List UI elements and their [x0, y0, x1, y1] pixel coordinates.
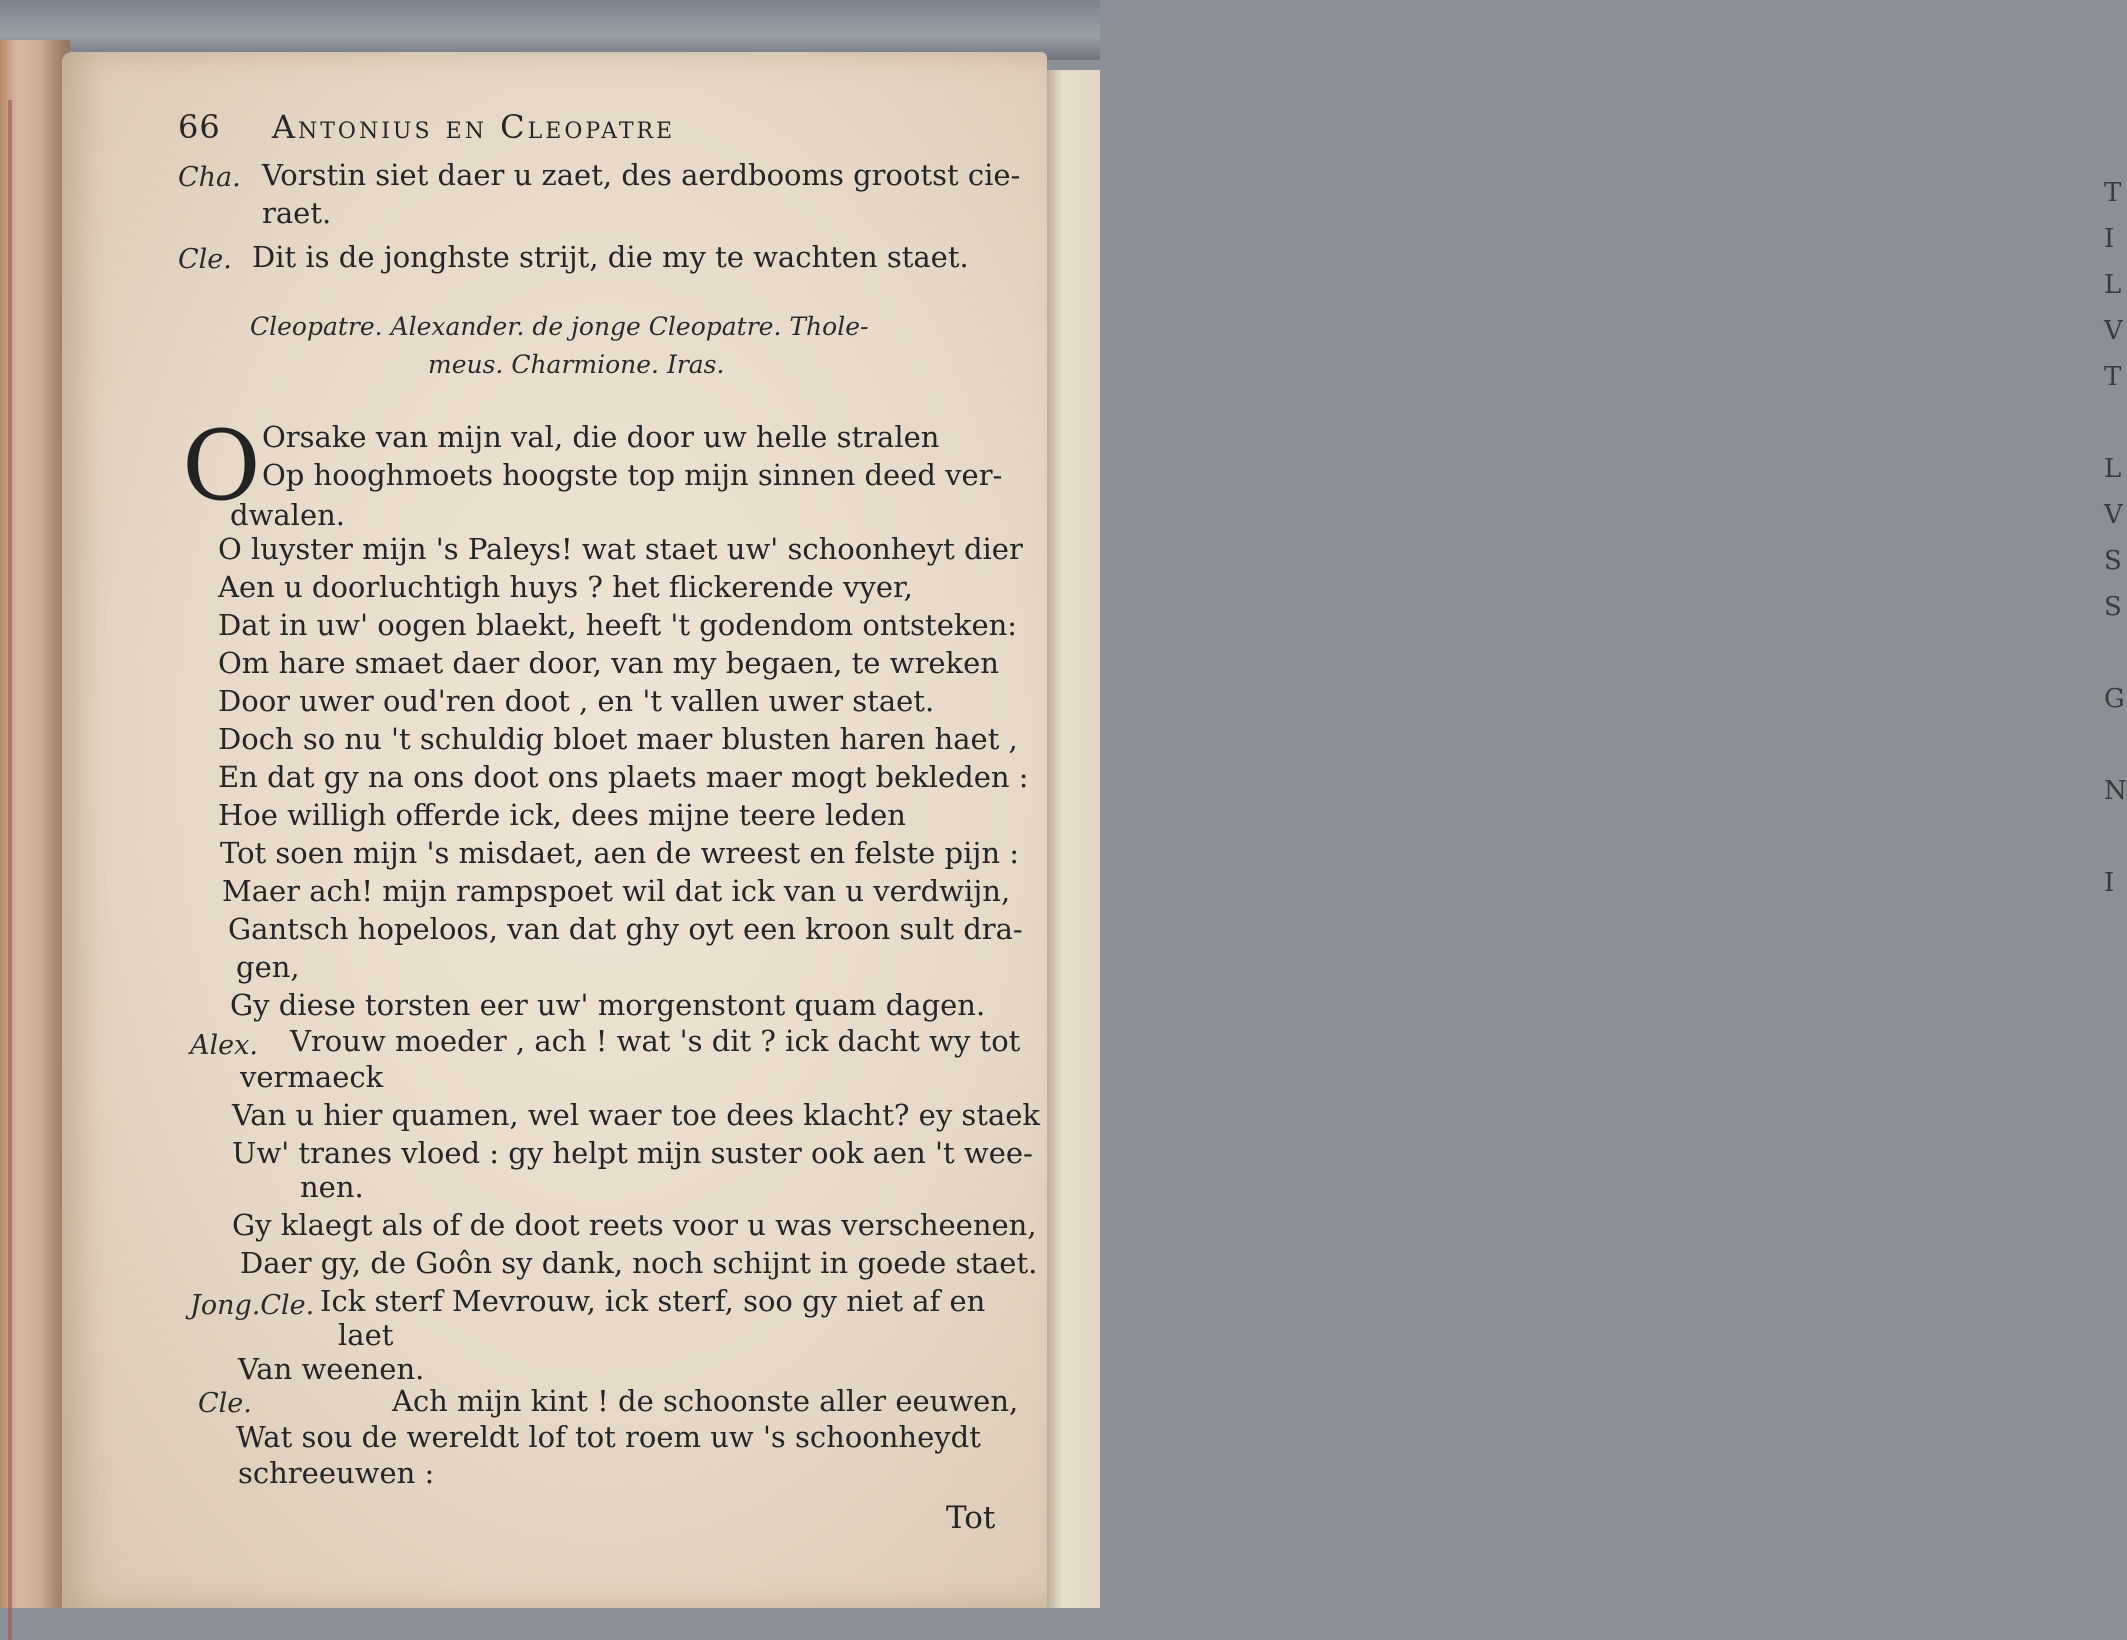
- speech-line: Orsake van mijn val, die door uw helle stralen: [262, 420, 940, 454]
- facing-page-letters: [2104, 170, 2127, 906]
- speech-line: dwalen.: [230, 498, 346, 532]
- speech-line: Gy diese torsten eer uw' morgenstont quam dagen.: [230, 988, 986, 1022]
- dialogue-line: Vorstin siet daer u zaet, des aerdbooms grootst cie-: [262, 158, 1021, 192]
- facing-page-letter: T: [2104, 362, 2122, 392]
- dialogue-line: schreeuwen :: [238, 1456, 435, 1490]
- speech-line: Doch so nu 't schuldig bloet maer blusten haren haet ,: [218, 722, 1018, 756]
- background-cloth: [0, 0, 1100, 60]
- speech-line: Maer ach! mijn rampspoet wil dat ick van u verdwijn,: [222, 874, 1011, 908]
- dialogue-line: Ach mijn kint ! de schoonste aller eeuwen,: [392, 1384, 1019, 1418]
- dialogue-line: Ick sterf Mevrouw, ick sterf, soo gy niet af en: [320, 1284, 986, 1318]
- speech-line: Gantsch hopeloos, van dat ghy oyt een kroon sult dra-: [228, 912, 1023, 946]
- speaker-jong-cle: Jong.Cle.: [190, 1290, 315, 1321]
- dialogue-line: vermaeck: [240, 1060, 384, 1094]
- facing-page-letter: S: [2104, 592, 2122, 622]
- dialogue-line: Van weenen.: [238, 1352, 425, 1386]
- dialogue-line: Wat sou de wereldt lof tot roem uw 's schoonheydt: [236, 1420, 981, 1454]
- spine-stripe: [8, 100, 12, 1640]
- speech-line: En dat gy na ons doot ons plaets maer mogt bekleden :: [218, 760, 1029, 794]
- speaker-cle: Cle.: [198, 1388, 252, 1419]
- facing-page-letter: G: [2104, 684, 2125, 714]
- facing-page-letter: I: [2104, 868, 2115, 898]
- scene-heading-line-1: Cleopatre. Alexander. de jonge Cleopatre. Thole-: [250, 312, 869, 341]
- speech-line: Door uwer oud'ren doot , en 't vallen uwer staet.: [218, 684, 935, 718]
- book-spine: [0, 40, 70, 1608]
- dialogue-line: Gy klaegt als of de doot reets voor u was verscheenen,: [232, 1208, 1037, 1242]
- dialogue-line: nen.: [300, 1170, 364, 1204]
- catchword: Tot: [946, 1500, 996, 1536]
- drop-cap: O: [182, 410, 261, 522]
- facing-page-letter: [2104, 630, 2127, 676]
- facing-page-letter: L: [2104, 454, 2122, 484]
- page-number: 66: [178, 108, 221, 146]
- speech-line: Om hare smaet daer door, van my begaen, te wreken: [218, 646, 999, 680]
- speech-line: Tot soen mijn 's misdaet, aen de wreest en felste pijn :: [220, 836, 1020, 870]
- dialogue-line: raet.: [262, 196, 332, 230]
- speech-line: Op hooghmoets hoogste top mijn sinnen deed ver-: [262, 458, 1003, 492]
- speech-line: gen,: [236, 950, 300, 984]
- dialogue-line: Uw' tranes vloed : gy helpt mijn suster ook aen 't wee-: [232, 1136, 1033, 1170]
- facing-page-letter: [2104, 814, 2127, 860]
- speaker-cha: Cha.: [178, 162, 241, 193]
- running-header: [178, 108, 675, 146]
- facing-page-letter: I: [2104, 224, 2115, 254]
- dialogue-line: Vrouw moeder , ach ! wat 's dit ? ick dacht wy tot: [290, 1024, 1021, 1058]
- speaker-cle: Cle.: [178, 244, 232, 275]
- speech-line: Hoe willigh offerde ick, dees mijne teere leden: [218, 798, 906, 832]
- facing-page-letter: [2104, 722, 2127, 768]
- dialogue-line: Van u hier quamen, wel waer toe dees klacht? ey staek: [232, 1098, 1040, 1132]
- dialogue-line: Dit is de jonghste strijt, die my te wachten staet.: [252, 240, 969, 274]
- dialogue-line: laet: [338, 1318, 394, 1352]
- scene-heading-line-2: meus. Charmione. Iras.: [428, 350, 725, 379]
- speech-line: O luyster mijn 's Paleys! wat staet uw' schoonheyt dier: [218, 532, 1023, 566]
- speaker-alex: Alex.: [190, 1030, 258, 1061]
- facing-page-letter: V: [2104, 316, 2123, 346]
- facing-page-letter: T: [2104, 178, 2122, 208]
- facing-page-letter: V: [2104, 500, 2123, 530]
- facing-page-letter: N: [2104, 776, 2127, 806]
- speech-line: Dat in uw' oogen blaekt, heeft 't godendom ontsteken:: [218, 608, 1018, 642]
- facing-page-letter: [2104, 400, 2127, 446]
- speech-line: Aen u doorluchtigh huys ? het flickerende vyer,: [218, 570, 913, 604]
- running-title: Antonius en Cleopatre: [271, 108, 676, 146]
- facing-page-edge: [1046, 70, 2127, 1608]
- dialogue-line: Daer gy, de Goôn sy dank, noch schijnt in goede staet.: [240, 1246, 1038, 1280]
- facing-page-letter: L: [2104, 270, 2122, 300]
- facing-page-letter: S: [2104, 546, 2122, 576]
